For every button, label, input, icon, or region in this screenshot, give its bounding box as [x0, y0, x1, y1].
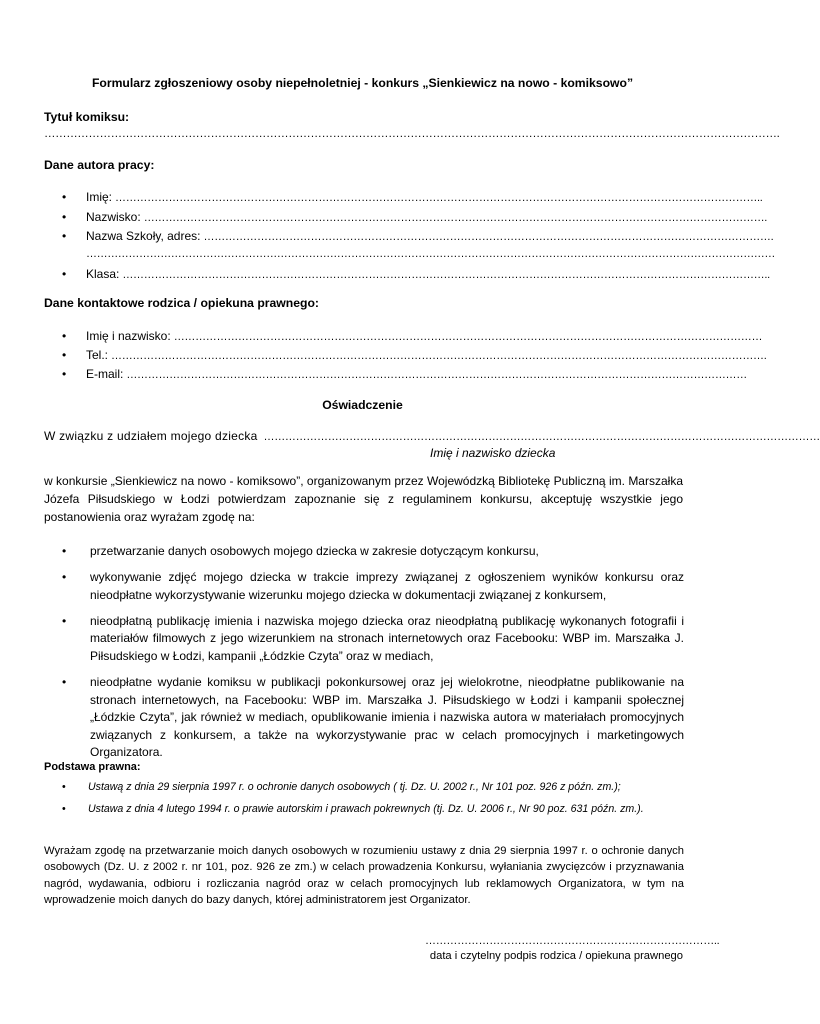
declaration-intro-text: W związku z udziałem mojego dziecka	[44, 429, 258, 443]
bullet-icon: •	[62, 229, 67, 243]
bullet-icon: •	[62, 781, 66, 793]
bullet-icon: •	[62, 570, 67, 585]
bullet-icon: •	[62, 803, 66, 815]
author-heading: Dane autora pracy:	[44, 158, 155, 172]
author-first-name-row	[62, 190, 763, 204]
author-school-field[interactable]: …………………………………………………………………………………………………………………………………………….	[203, 231, 774, 243]
parent-phone-label: Tel.:	[86, 348, 109, 362]
consent-item	[62, 543, 684, 561]
parent-name-row	[62, 329, 763, 343]
bullet-icon: •	[62, 544, 67, 558]
bullet-icon: •	[62, 329, 67, 343]
legal-item-data-protection: Ustawą z dnia 29 sierpnia 1997 r. o ochronie danych osobowych ( tj. Dz. U. 2002 r., Nr 101 poz. 926 z późn. zm.);	[88, 781, 621, 793]
author-last-name-field[interactable]: ………………………………………………………………………………………………………………………………………………………….	[143, 212, 768, 224]
author-class-field[interactable]: ………………………………………………………………………………………………………………………………………………………………..	[122, 269, 770, 281]
author-school-label: Nazwa Szkoły, adres:	[86, 229, 201, 243]
bullet-icon: •	[62, 210, 67, 224]
legal-basis-list	[62, 776, 684, 820]
consent-item	[62, 674, 684, 762]
author-class-row	[62, 267, 770, 281]
final-consent-text: Wyrażam zgodę na przetwarzanie moich danych osobowych w rozumieniu ustawy z dnia 29 sierpnia 1997 r. o ochronie danych osobowych (Dz. U. z 2002 r. nr 101, poz. 926 ze zm.) w celach prowadzenia Konkursu, wyłaniania zwycięzców i przyznawania nagród, wydawania, odbioru i rozliczania nagród oraz w celach promocyjnych lub reklamowych Organizatora, w tym na wprowadzenie moich danych do bazy danych, której administratorem jest Organizator.	[44, 845, 684, 906]
form-title: Formularz zgłoszeniowy osoby niepełnoletniej - konkurs „Sienkiewicz na nowo - komiksowo”	[91, 76, 634, 90]
consent-item	[62, 569, 684, 604]
author-first-name-field[interactable]: ………………………………………………………………………………………………………………………………………………………………..	[115, 192, 763, 204]
consent-data-processing: przetwarzanie danych osobowych mojego dziecka w zakresie dotyczącym konkursu,	[90, 544, 539, 558]
author-class-label: Klasa:	[86, 267, 120, 281]
consent-item	[62, 613, 684, 666]
legal-item	[62, 776, 684, 798]
parent-phone-row	[62, 348, 767, 362]
parent-phone-field[interactable]: ………………………………………………………………………………………………………………………………………………………………….	[111, 350, 767, 362]
bullet-icon: •	[62, 675, 67, 690]
child-name-caption: Imię i nazwisko dziecka	[430, 446, 556, 460]
parent-heading: Dane kontaktowe rodzica / opiekuna prawnego:	[44, 296, 319, 310]
parent-name-label: Imię i nazwisko:	[86, 329, 171, 343]
legal-item	[62, 798, 684, 820]
comic-title-field[interactable]: ……………………………………………………………………………………………………………………………………………………………………………….	[44, 128, 780, 140]
author-last-name-row	[62, 210, 768, 224]
parent-email-field[interactable]: …………………………………………………………………………………………………………………………………………………………	[126, 369, 747, 381]
author-school-address-field[interactable]: ……………………………………………………………………………………………………………………………………………………………………………	[86, 248, 776, 260]
consent-publication: nieodpłatną publikację imienia i nazwiska mojego dziecka oraz nieodpłatną publikację wykonanych fotografii i materiałów filmowych z jego wizerunkiem na stronach internetowych oraz Facebooku: WBP im. Marszałka J. Piłsudskiego w Łodzi, kampanii „Łódzkie Czyta” oraz w mediach,	[90, 613, 684, 663]
declaration-heading: Oświadczenie	[322, 398, 403, 412]
parent-email-row	[62, 367, 747, 381]
author-school-row	[62, 229, 774, 243]
legal-basis-heading: Podstawa prawna:	[44, 761, 141, 773]
declaration-intro-row	[44, 429, 820, 443]
consent-list	[62, 543, 684, 771]
signature-field[interactable]: ………………………………………………………………………..	[425, 935, 720, 947]
author-first-name-label: Imię:	[86, 190, 113, 204]
comic-title-heading: Tytuł komiksu:	[44, 110, 130, 124]
bullet-icon: •	[62, 613, 67, 628]
consent-comic-publication: nieodpłatne wydanie komiksu w publikacji pokonkursowej oraz jej wielokrotne, nieodpłatne publikowanie na stronach internetowych, na Facebooku: WBP im. Marszałka J. Piłsudskiego w Łodzi i kampanii społecznej „Łódzkie Czyta”, jak również w mediach, opublikowanie imienia i nazwiska autora w materiałach promocyjnych związanych z konkursem, a także na wykorzystywanie prac w celach promocyjnych i marketingowych Organizatora.	[90, 675, 684, 760]
child-name-field[interactable]: …………………………………………………………………………………………………………………………………………	[263, 431, 820, 443]
bullet-icon: •	[62, 267, 67, 281]
bullet-icon: •	[62, 190, 67, 204]
bullet-icon: •	[62, 367, 67, 381]
author-last-name-label: Nazwisko:	[86, 210, 141, 224]
legal-item-copyright: Ustawa z dnia 4 lutego 1994 r. o prawie autorskim i prawach pokrewnych (tj. Dz. U. 2006 r., Nr 90 poz. 631 późn. zm.).	[88, 803, 644, 815]
bullet-icon: •	[62, 348, 67, 362]
parent-name-field[interactable]: …………………………………………………………………………………………………………………………………………………	[173, 331, 763, 343]
signature-label: data i czytelny podpis rodzica / opiekuna prawnego	[429, 950, 683, 962]
parent-email-label: E-mail:	[86, 367, 124, 381]
declaration-body: w konkursie „Sienkiewicz na nowo - komiksowo”, organizowanym przez Wojewódzką Bibliotekę Publiczną im. Marszałka Józefa Piłsudskiego w Łodzi potwierdzam zapoznanie się z regulaminem konkursu, akceptuję wszystkie jego postanowienia oraz wyrażam zgodę na:	[44, 474, 683, 524]
consent-photos: wykonywanie zdjęć mojego dziecka w trakcie imprezy związanej z ogłoszeniem wyników konkursu oraz nieodpłatne wykorzystywanie wizerunku mojego dziecka w dokumentacji związanej z konkursem,	[90, 570, 684, 602]
